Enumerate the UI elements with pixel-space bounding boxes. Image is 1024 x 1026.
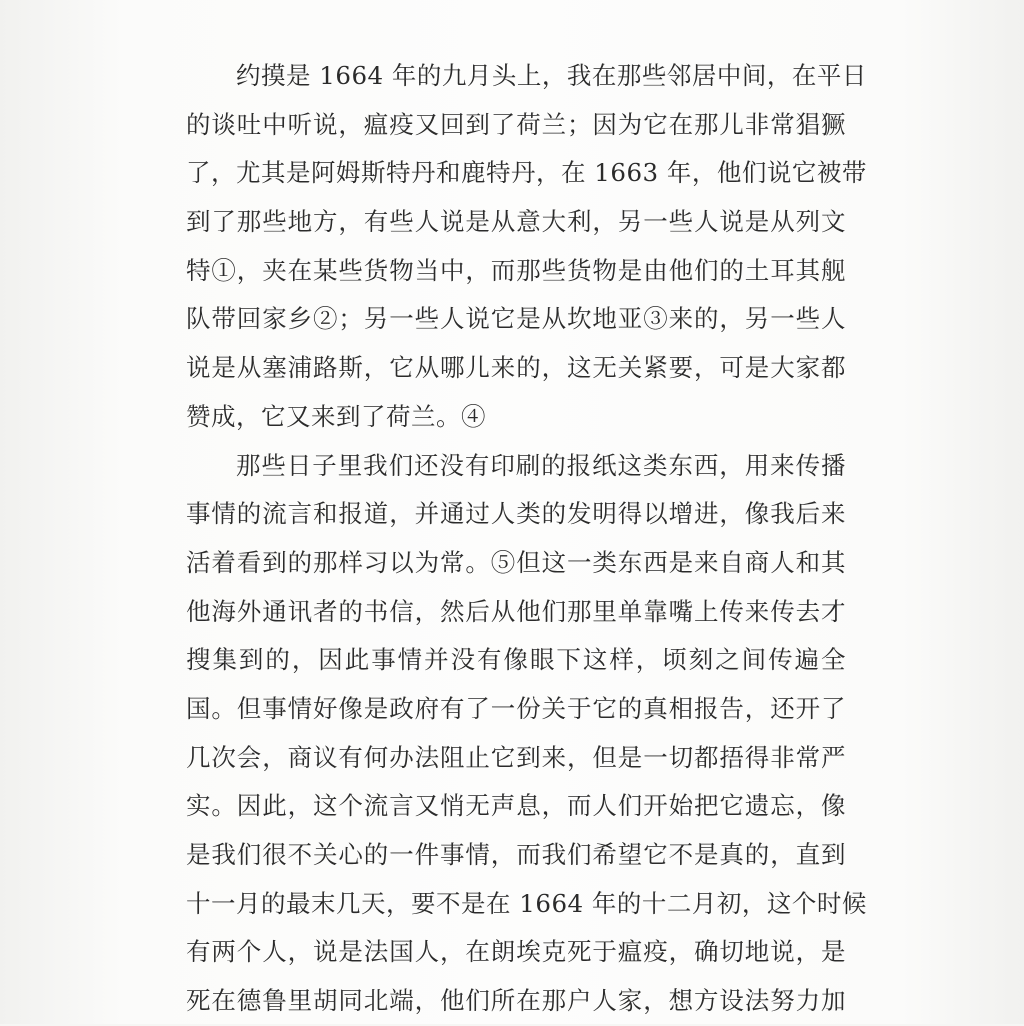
text-line: 说是从塞浦路斯，它从哪儿来的，这无关紧要，可是大家都 bbox=[186, 353, 846, 383]
text-line: 是我们很不关心的一件事情，而我们希望它不是真的，直到 bbox=[186, 840, 846, 869]
text-line: 那些日子里我们还没有印刷的报纸这类东西，用来传播 bbox=[236, 450, 846, 480]
text-line: 搜集到的，因此事情并没有像眼下这样，顷刻之间传遍全 bbox=[186, 645, 846, 675]
page-text bbox=[186, 52, 867, 1026]
text-line: 队带回家乡②；另一些人说它是从坎地亚③来的，另一些人 bbox=[186, 304, 846, 334]
text-line: 活着看到的那样习以为常。⑤但这一类东西是来自商人和其 bbox=[186, 547, 846, 577]
text-line: 死在德鲁里胡同北端，他们所在那户人家，想方设法努力加 bbox=[186, 986, 846, 1016]
text-line: 事情的流言和报道，并通过人类的发明得以增进，像我后来 bbox=[186, 499, 846, 529]
text-line: 他海外通讯者的书信，然后从他们那里单靠嘴上传来传去才 bbox=[186, 596, 846, 626]
text-line: 有两个人，说是法国人，在朗埃克死于瘟疫，确切地说，是 bbox=[186, 937, 846, 967]
text-line: 赞成，它又来到了荷兰。④ bbox=[186, 401, 486, 431]
text-line: 几次会，商议有何办法阻止它到来，但是一切都捂得非常严 bbox=[186, 742, 846, 772]
text-line: 实。因此，这个流言又悄无声息，而人们开始把它遗忘，像 bbox=[186, 791, 846, 821]
text-line: 国。但事情好像是政府有了一份关于它的真相报告，还开了 bbox=[186, 693, 846, 723]
text-line: 了，尤其是阿姆斯特丹和鹿特丹，在 1663 年，他们说它被带 bbox=[186, 158, 867, 188]
text-line: 约摸是 1664 年的九月头上，我在那些邻居中间，在平日 bbox=[236, 61, 867, 90]
text-line: 十一月的最末几天，要不是在 1664 年的十二月初，这个时候 bbox=[186, 888, 867, 918]
text-line: 特①，夹在某些货物当中，而那些货物是由他们的土耳其舰 bbox=[186, 255, 846, 285]
text-line: 的谈吐中听说，瘟疫又回到了荷兰；因为它在那儿非常猖獗 bbox=[186, 109, 846, 139]
text-line: 到了那些地方，有些人说是从意大利，另一些人说是从列文 bbox=[186, 207, 846, 237]
